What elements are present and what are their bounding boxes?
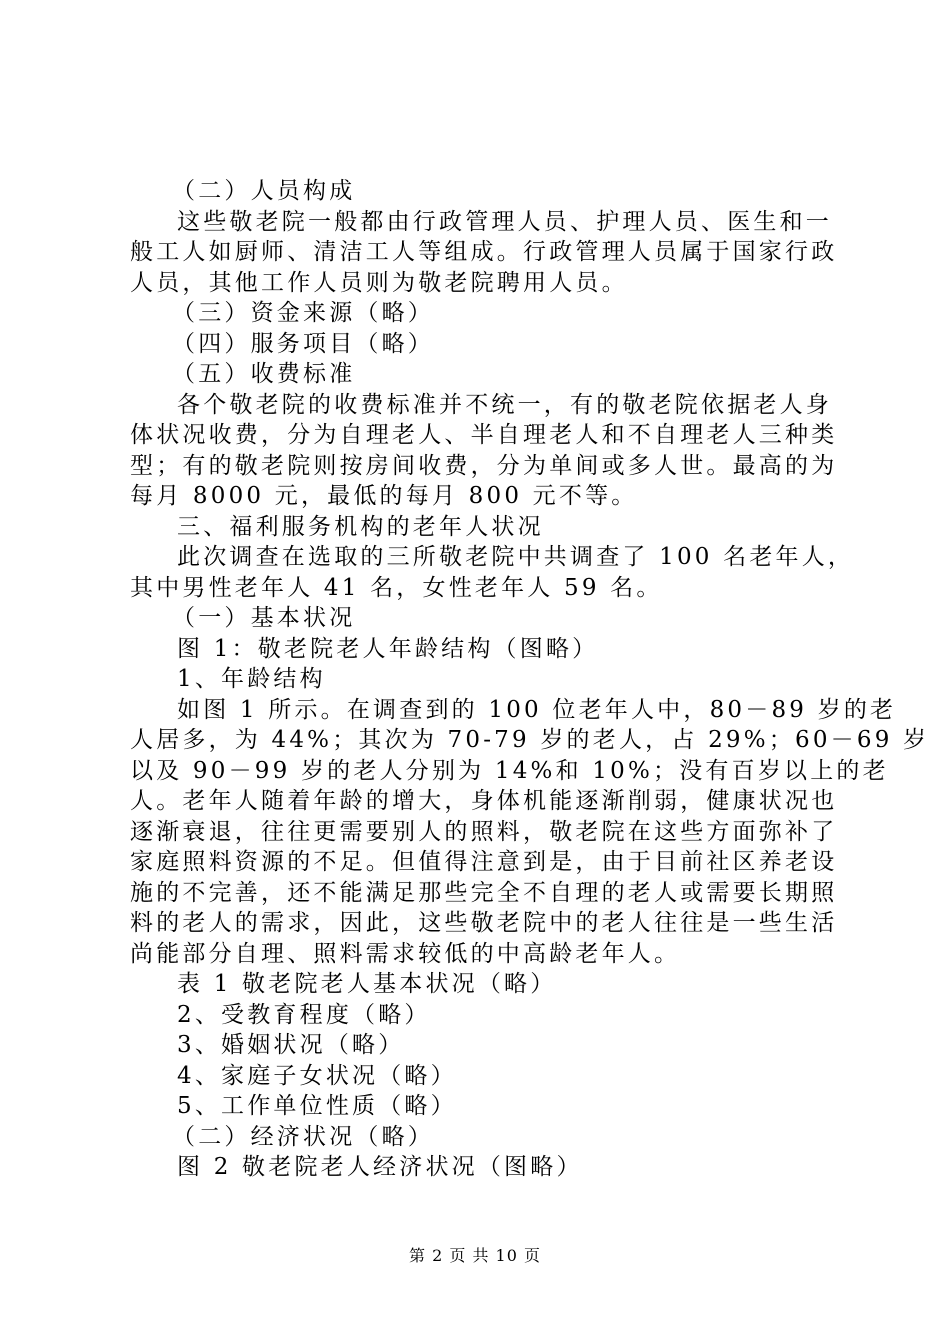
text-line: 5、工作单位性质（略） <box>177 1093 457 1119</box>
text-line: 料的老人的需求，因此，这些敬老院中的老人往往是一些生活 <box>130 910 838 936</box>
text-line: 体状况收费，分为自理老人、半自理老人和不自理老人三种类 <box>130 422 838 448</box>
text-line: 以及 90－99 岁的老人分别为 14%和 10%；没有百岁以上的老 <box>130 757 889 784</box>
text-line: 三、福利服务机构的老年人状况 <box>177 513 544 540</box>
page-footer: 第 2 页 共 10 页 <box>409 1246 541 1265</box>
text-line: 逐渐衰退，往往更需要别人的照料，敬老院在这些方面弥补了 <box>130 818 838 845</box>
text-line: 人。老年人随着年龄的增大，身体机能逐渐削弱，健康状况也 <box>130 788 838 814</box>
text-line: （四）服务项目（略） <box>172 330 434 357</box>
text-line: 每月 8000 元，最低的每月 800 元不等。 <box>130 483 638 509</box>
text-line: 图 2 敬老院老人经济状况（图略） <box>177 1154 583 1180</box>
text-line: 型；有的敬老院则按房间收费，分为单间或多人世。最高的为 <box>130 452 838 479</box>
text-line: 此次调查在选取的三所敬老院中共调查了 100 名老年人， <box>177 544 855 570</box>
text-line: 人员，其他工作人员则为敬老院聘用人员。 <box>130 269 628 296</box>
text-line: 家庭照料资源的不足。但值得注意到是，由于目前社区养老设 <box>130 849 838 875</box>
text-line: 人居多，为 44%；其次为 70-79 岁的老人，占 29%；60－69 岁 <box>130 727 930 753</box>
text-line: 4、家庭子女状况（略） <box>177 1062 457 1089</box>
text-line: （三）资金来源（略） <box>172 300 434 326</box>
text-line: （五）收费标准 <box>172 361 356 387</box>
text-line: 3、婚姻状况（略） <box>177 1032 405 1058</box>
text-line: 施的不完善，还不能满足那些完全不自理的老人或需要长期照 <box>130 879 838 906</box>
text-line: 各个敬老院的收费标准并不统一，有的敬老院依据老人身 <box>177 391 832 418</box>
text-line: 其中男性老年人 41 名，女性老年人 59 名。 <box>130 574 663 601</box>
text-line: 尚能部分自理、照料需求较低的中高龄老年人。 <box>130 940 681 967</box>
text-line: 般工人如厨师、清洁工人等组成。行政管理人员属于国家行政 <box>130 239 838 265</box>
text-line: （一）基本状况 <box>172 605 356 631</box>
text-line: 1、年龄结构 <box>177 666 326 692</box>
document-body <box>130 176 930 1183</box>
text-line: （二）人员构成 <box>172 178 356 204</box>
text-line: （二）经济状况（略） <box>172 1123 434 1150</box>
text-line: 如图 1 所示。在调查到的 100 位老年人中，80－89 岁的老 <box>177 696 897 723</box>
text-line: 图 1：敬老院老人年龄结构（图略） <box>177 635 599 662</box>
text-line: 这些敬老院一般都由行政管理人员、护理人员、医生和一 <box>177 208 832 235</box>
text-line: 表 1 敬老院老人基本状况（略） <box>177 971 557 997</box>
text-line: 2、受教育程度（略） <box>177 1001 431 1028</box>
